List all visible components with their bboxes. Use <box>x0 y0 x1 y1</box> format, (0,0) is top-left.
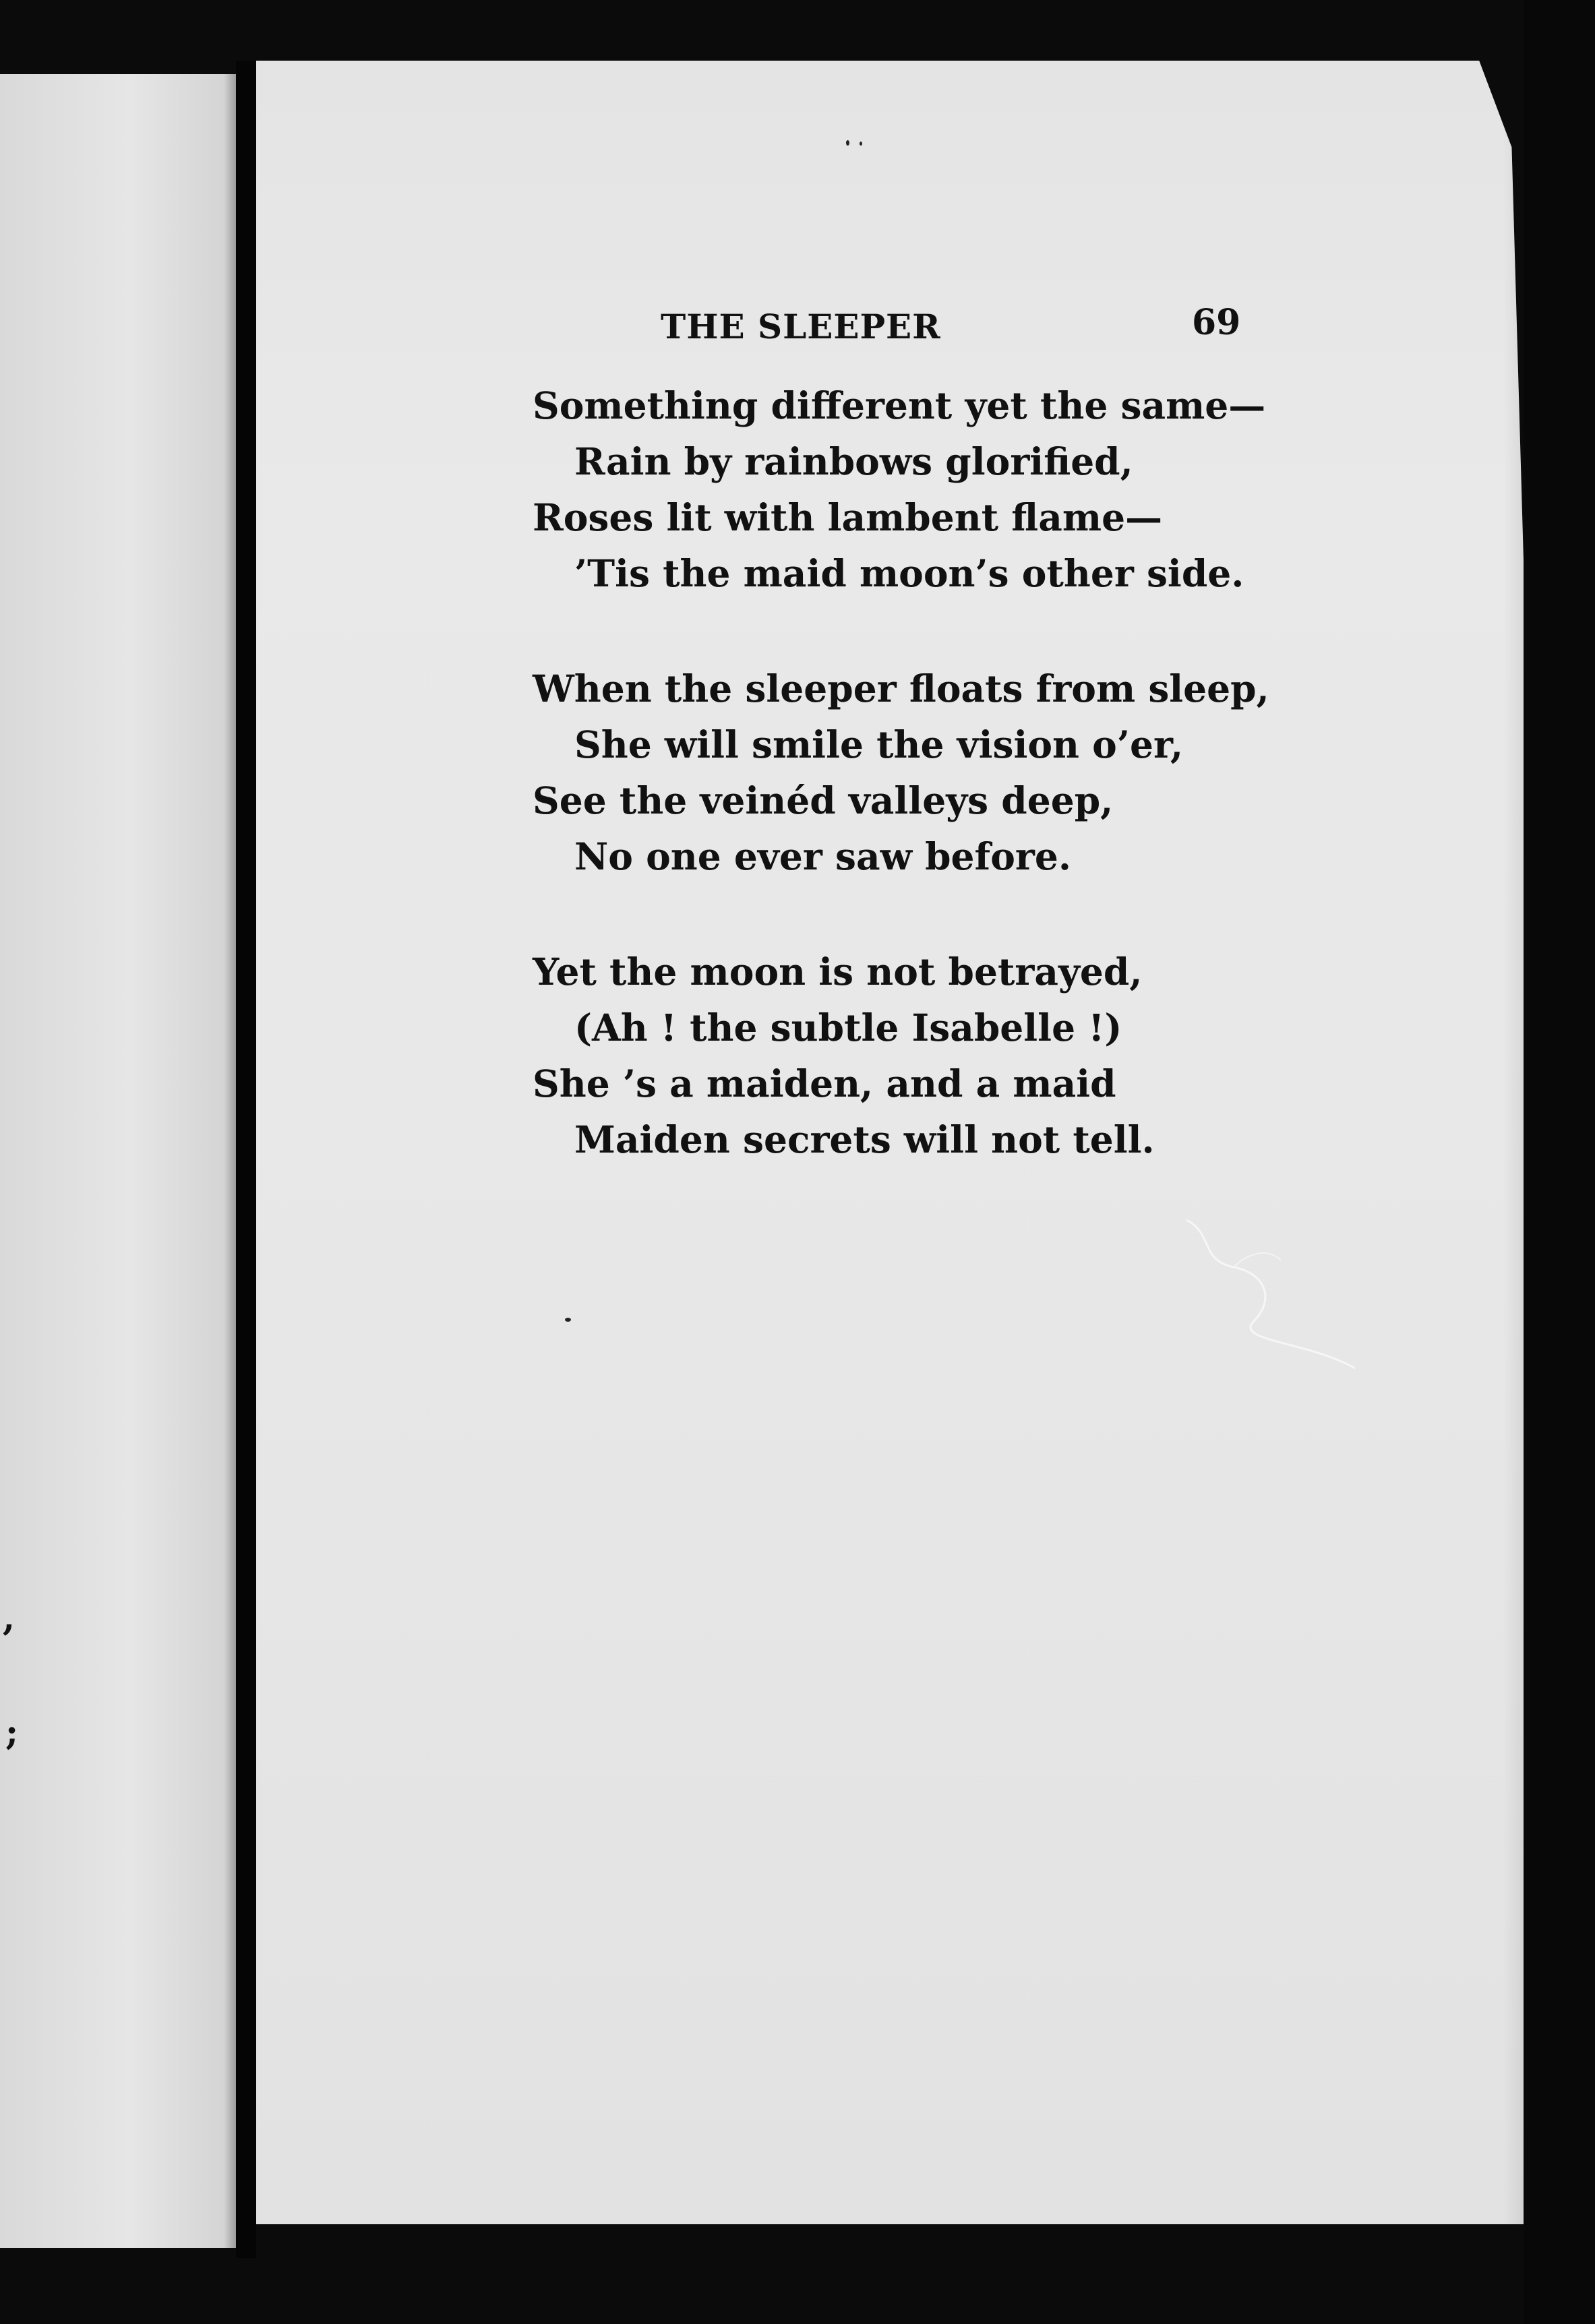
left-page-bleed-mark: ; <box>5 1712 19 1753</box>
poem-line: When the sleeper floats from sleep, <box>533 667 1269 710</box>
poem-line: Rain by rainbows glorified, <box>574 439 1133 483</box>
ink-speck <box>565 1318 571 1322</box>
poem-line: ’Tis the maid moon’s other side. <box>574 551 1244 595</box>
poem-line: Roses lit with lambent flame— <box>533 495 1163 539</box>
poem-line: No one ever saw before. <box>574 834 1071 878</box>
paper-crease-mark <box>1173 1206 1375 1382</box>
stanza-2 <box>533 661 1342 884</box>
book-spine-gutter <box>236 61 256 2258</box>
stanza-1 <box>533 377 1342 601</box>
ink-speck <box>846 140 849 146</box>
left-page-bleed-mark: , <box>3 1597 16 1639</box>
stanza-3 <box>533 944 1342 1167</box>
gutter-shadow <box>224 74 236 2248</box>
scan-right-border <box>1524 0 1595 2324</box>
poem-line: Something different yet the same— <box>533 384 1266 427</box>
poem-line: She will smile the vision o’er, <box>574 723 1184 766</box>
page-number: 69 <box>1192 302 1241 343</box>
poem-line: See the veinéd valleys deep, <box>533 778 1114 822</box>
poem-line: (Ah ! the subtle Isabelle !) <box>574 1006 1122 1049</box>
ink-speck <box>860 142 862 146</box>
poem-line: Maiden secrets will not tell. <box>574 1118 1155 1161</box>
poem-line: Yet the moon is not betrayed, <box>533 950 1143 993</box>
running-header: THE SLEEPER <box>661 307 941 346</box>
poem-line: She ’s a maiden, and a maid <box>533 1062 1116 1105</box>
left-page-edge <box>0 74 236 2248</box>
poem-body <box>533 377 1342 1227</box>
